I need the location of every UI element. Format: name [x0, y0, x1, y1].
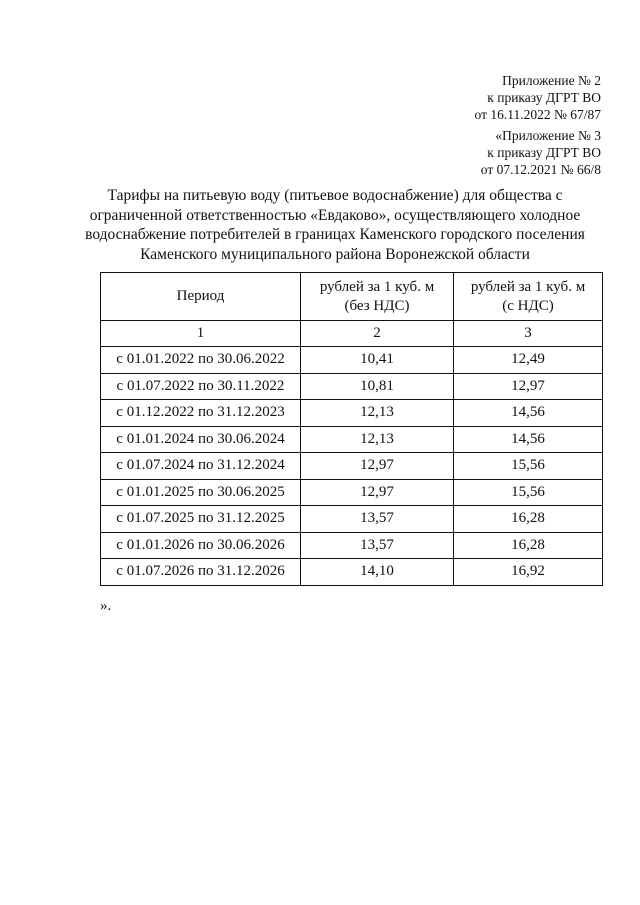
column-number: 3 — [454, 321, 603, 347]
appendix-number: «Приложение № 3 — [495, 128, 601, 143]
price-without-vat-cell: 10,81 — [301, 373, 454, 400]
header-without-vat-line: рублей за 1 куб. м — [319, 278, 435, 295]
header-with-vat — [454, 273, 603, 321]
price-with-vat-cell: 15,56 — [454, 479, 603, 506]
period-cell: с 01.01.2026 по 30.06.2026 — [101, 532, 301, 559]
table-row — [101, 426, 603, 453]
closing-quote-mark: ». — [100, 598, 112, 614]
table-row — [101, 506, 603, 533]
appendix-previous-reference — [481, 127, 601, 178]
table-row — [101, 347, 603, 374]
price-without-vat-cell: 12,97 — [301, 453, 454, 480]
price-with-vat-cell: 16,28 — [454, 532, 603, 559]
period-cell: с 01.01.2024 по 30.06.2024 — [101, 426, 301, 453]
header-with-vat-line: рублей за 1 куб. м — [470, 278, 586, 295]
price-with-vat-cell: 15,56 — [454, 453, 603, 480]
appendix-order-ref: к приказу ДГРТ ВО — [487, 90, 601, 105]
column-number: 2 — [301, 321, 454, 347]
column-number-row — [101, 321, 603, 347]
title-line: ограниченной ответственностью «Евдаково», осуществляющего холодное — [89, 206, 581, 224]
period-cell: с 01.07.2026 по 31.12.2026 — [101, 559, 301, 586]
header-with-vat-line: (с НДС) — [502, 297, 554, 314]
price-with-vat-cell: 14,56 — [454, 400, 603, 427]
price-without-vat-cell: 13,57 — [301, 532, 454, 559]
period-cell: с 01.07.2022 по 30.11.2022 — [101, 373, 301, 400]
price-with-vat-cell: 12,49 — [454, 347, 603, 374]
header-period-label: Период — [176, 288, 225, 304]
header-without-vat-line: (без НДС) — [344, 297, 410, 314]
period-cell: с 01.01.2025 по 30.06.2025 — [101, 479, 301, 506]
appendix-number: Приложение № 2 — [502, 73, 601, 88]
period-cell: с 01.07.2025 по 31.12.2025 — [101, 506, 301, 533]
price-without-vat-cell: 13,57 — [301, 506, 454, 533]
tariff-table — [100, 272, 603, 586]
title-line: Каменского муниципального района Воронежской области — [140, 245, 530, 263]
appendix-order-date: от 16.11.2022 № 67/87 — [474, 107, 601, 122]
document-title — [70, 186, 600, 264]
period-cell: с 01.07.2024 по 31.12.2024 — [101, 453, 301, 480]
appendix-order-ref: к приказу ДГРТ ВО — [487, 145, 601, 160]
table-row — [101, 400, 603, 427]
title-line: Тарифы на питьевую воду (питьевое водоснабжение) для общества с — [107, 187, 563, 204]
price-without-vat-cell: 14,10 — [301, 559, 454, 586]
table-row — [101, 559, 603, 586]
price-without-vat-cell: 12,13 — [301, 400, 454, 427]
price-with-vat-cell: 16,28 — [454, 506, 603, 533]
price-without-vat-cell: 10,41 — [301, 347, 454, 374]
price-with-vat-cell: 12,97 — [454, 373, 603, 400]
appendix-order-date: от 07.12.2021 № 66/8 — [480, 162, 601, 177]
table-row — [101, 373, 603, 400]
period-cell: с 01.01.2022 по 30.06.2022 — [101, 347, 301, 374]
table-row — [101, 532, 603, 559]
price-without-vat-cell: 12,97 — [301, 479, 454, 506]
table-row — [101, 479, 603, 506]
price-with-vat-cell: 16,92 — [454, 559, 603, 586]
title-line: водоснабжение потребителей в границах Каменского городского поселения — [85, 226, 585, 243]
price-with-vat-cell: 14,56 — [454, 426, 603, 453]
table-row — [101, 453, 603, 480]
table-header-row — [101, 273, 603, 321]
header-without-vat — [301, 273, 454, 321]
column-number: 1 — [101, 321, 301, 347]
price-without-vat-cell: 12,13 — [301, 426, 454, 453]
period-cell: с 01.12.2022 по 31.12.2023 — [101, 400, 301, 427]
header-period — [101, 273, 301, 321]
appendix-current-reference — [475, 72, 601, 123]
